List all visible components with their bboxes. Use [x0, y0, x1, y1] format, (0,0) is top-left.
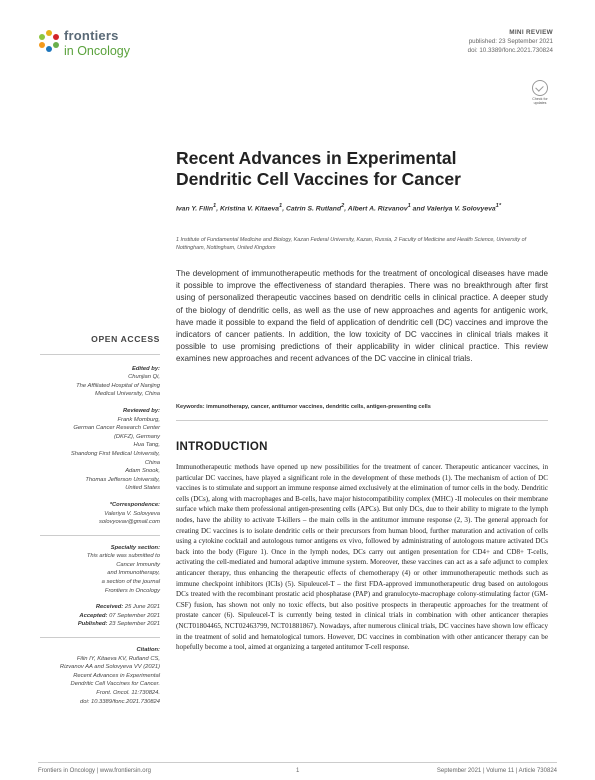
- divider: [176, 420, 548, 421]
- author[interactable]: Kristina V. Kitaeva: [219, 205, 280, 213]
- footer-journal-link[interactable]: Frontiers in Oncology | www.frontiersin.org: [38, 768, 151, 774]
- editor-line: Medical University, China: [95, 391, 160, 398]
- specialty-line: and Immunotherapy,: [107, 570, 160, 577]
- received-date: 25 June 2021: [124, 604, 160, 611]
- article-type: MINI REVIEW: [509, 29, 553, 36]
- published-label: Published:: [77, 621, 108, 628]
- specialty-label: Specialty section:: [110, 544, 160, 551]
- correspondence-section: [40, 501, 160, 527]
- editor-line: Chunjian Qi,: [128, 374, 160, 381]
- article-title: Recent Advances in Experimental Dendritic Cell Vaccines for Cancer: [176, 148, 461, 189]
- frontiers-logo-icon: [38, 30, 60, 52]
- page-number: 1: [296, 768, 300, 774]
- received-label: Received:: [95, 604, 124, 611]
- divider: [40, 354, 160, 355]
- reviewer-line: Thomas Jefferson University,: [85, 476, 160, 483]
- editor-line: The Affiliated Hospital of Nanjing: [76, 382, 160, 389]
- citation-line: Dendritic Cell Vaccines for Cancer.: [70, 681, 160, 688]
- abstract: The development of immunotherapeutic methods for the treatment of oncological diseases have made it possible to improve the effectiveness of standard therapies. There was no breakthrough after first using of personalized therapeutic vaccines based on dendritic cells in clinical practice. A deeper study of the biology of dendritic cells, as well as the use of new approaches and agents for antigenic work, have made it possible to expand the field of application of dendritic cell (DC) vaccines and improve the indicators of cancer patients. In addition, the low toxicity of DC vaccines in clinical trials makes it possible to use promising predictions of their applicability in wider clinical practice. This review examines new approaches and recent advances of the DC vaccine in clinical trials.: [176, 269, 548, 364]
- badge-label: Check for updates: [532, 97, 548, 105]
- edited-by-label: Edited by:: [131, 365, 160, 372]
- reviewer-line: Shandong First Medical University,: [70, 450, 160, 457]
- article-meta: [468, 28, 553, 55]
- reviewed-by-section: [40, 407, 160, 493]
- reviewer-line: Frank Momburg,: [117, 416, 160, 423]
- specialty-section: [40, 544, 160, 596]
- author[interactable]: Ivan Y. Filin: [176, 205, 214, 213]
- keywords-label: Keywords:: [176, 404, 205, 410]
- brand-name: frontiers: [64, 28, 119, 43]
- author[interactable]: Valeriya V. Solovyeva: [426, 205, 496, 213]
- citation-section: [40, 646, 160, 706]
- edited-by-section: [40, 365, 160, 399]
- specialty-line: Cancer Immunity: [116, 561, 160, 568]
- citation-line: doi: 10.3389/fonc.2021.730824: [80, 698, 160, 705]
- keywords: [176, 404, 548, 410]
- correspondent-email[interactable]: solovyovav@gmail.com: [99, 519, 160, 526]
- citation-line: Rizvanov AA and Solovyeva VV (2021): [59, 664, 160, 671]
- check-icon: [532, 80, 548, 96]
- specialty-line: Frontiers in Oncology: [104, 587, 160, 594]
- open-access-label: OPEN ACCESS: [91, 334, 160, 344]
- doi[interactable]: doi: 10.3389/fonc.2021.730824: [467, 47, 553, 54]
- dates-section: [40, 603, 160, 629]
- reviewer-line: German Cancer Research Center: [73, 425, 160, 432]
- author[interactable]: Catrin S. Rutland: [285, 205, 342, 213]
- journal-logo: [38, 26, 148, 66]
- published-date: published: 23 September 2021: [468, 38, 553, 45]
- correspondent-name: Valeriya V. Solovyeva: [104, 510, 160, 517]
- author-list: Ivan Y. Filin$^1$, Kristina V. Kitaeva$^1$, Catrin S. Rutland$^2$, Albert A. Rizvanov$^1$ and Valeriya V. Solovyeva$^{1*}$: [176, 203, 502, 213]
- reviewed-by-label: Reviewed by:: [122, 407, 160, 414]
- accepted-label: Accepted:: [79, 612, 108, 619]
- specialty-line: This article was submitted to: [86, 553, 160, 560]
- reviewer-line: (DKFZ), Germany: [113, 433, 160, 440]
- affiliations: 1 Institute of Fundamental Medicine and Biology, Kazan Federal University, Kazan, Russia, 2 Faculty of Medicine and Health Science, University of Nottingham, Nottingham, United Kingdom: [176, 237, 527, 251]
- reviewer-line: Hua Tang,: [133, 442, 160, 449]
- divider: [40, 637, 160, 638]
- accepted-date: 07 September 2021: [109, 612, 160, 619]
- citation-line: Filin IY, Kitaeva KV, Rutland CS,: [76, 655, 160, 662]
- journal-name: in Oncology: [64, 44, 131, 58]
- reviewer-line: China: [144, 459, 160, 466]
- correspondence-label: *Correspondence:: [109, 501, 160, 508]
- footer-issue-info: September 2021 | Volume 11 | Article 730824: [436, 768, 557, 774]
- published-date-sidebar: 23 September 2021: [109, 621, 160, 628]
- section-heading: INTRODUCTION: [176, 441, 268, 453]
- keywords-list: immunotherapy, cancer, antitumor vaccines, dendritic cells, antigen-presenting cells: [206, 404, 431, 410]
- citation-line: Recent Advances in Experimental: [73, 672, 160, 679]
- divider: [40, 535, 160, 536]
- sidebar: [40, 335, 160, 714]
- check-for-updates-badge[interactable]: [527, 80, 553, 106]
- citation-line: Front. Oncol. 11:730824.: [96, 690, 160, 696]
- reviewer-line: Adam Snook,: [125, 468, 160, 475]
- specialty-line: a section of the journal: [101, 579, 160, 586]
- reviewer-line: United States: [125, 485, 160, 492]
- body-text: Immunotherapeutic methods have opened up new possibilities for the treatment of cancer. Therapeutic anticancer vaccines, in particular DC vaccines, have played a significant role in the development of these methods (1). The mechanism of action of DC vaccines is to stimulate and support an immune response aimed exclusively at the elimination of tumor cells in the body. Dendritic cells (DCs), along with macrophages and B-cells, have major histocompatibility complex (MHC) -II molecules on their membrane surface which make them professional antigen-presenting cells (APCs). But only DCs, due to their ability to migrate to the lymph nodes, have the ability to activate T-killers – the main cells in the antitumor immune response (2, 3). The general approach for creating DC vaccines is to isolate dendritic cells or their precursors from human blood, further maturation and activation of cells using a cytokine cocktail and autologous tumor antigens ex vivo, followed by administrating of autologous mature activated DCs back into the body (Figure 1). Once in the lymph nodes, DCs carry out antigen presentation for CD4+ and CD8+ T-cells, activating the cell-mediated and humoral adaptive immune system. Moreover, these vaccines can act as a safe adjunct to complex anticancer therapy, thus enhancing the therapeutic effects of chemotherapy (4) or other immunotherapeutic methods such as immune checkpoint inhibitors (ICIs) (5). Sipuleucel-T – the first FDA-approved immunotherapeutic drug based on autologous DCs treated with the recombinant prostatic acid phosphatase (PAP) and granulocyte-macrophage colony-stimulating factor (GM-CSF) fusion, has shown not only no toxic effects, but also positive prospects in therapeutic approaches for the treatment of prostate cancer (6). Sipuleucel-T is currently being tested in clinical trials in combination with other anticancer therapies (NCT01804465, NCT02463799, NCT01881867). Nowadays, after numerous clinical trials, DC vaccines have shown low efficacy in the treatment of solid and hematological tumors. However, DC vaccines in combination with other anticancer therapy can be hopefully become a tool, aimed at organizing a targeted antitumor T-cell response.: [176, 463, 548, 652]
- author[interactable]: Albert A. Rizvanov: [347, 205, 408, 213]
- citation-label: Citation:: [136, 647, 160, 654]
- footer-divider: [38, 762, 557, 763]
